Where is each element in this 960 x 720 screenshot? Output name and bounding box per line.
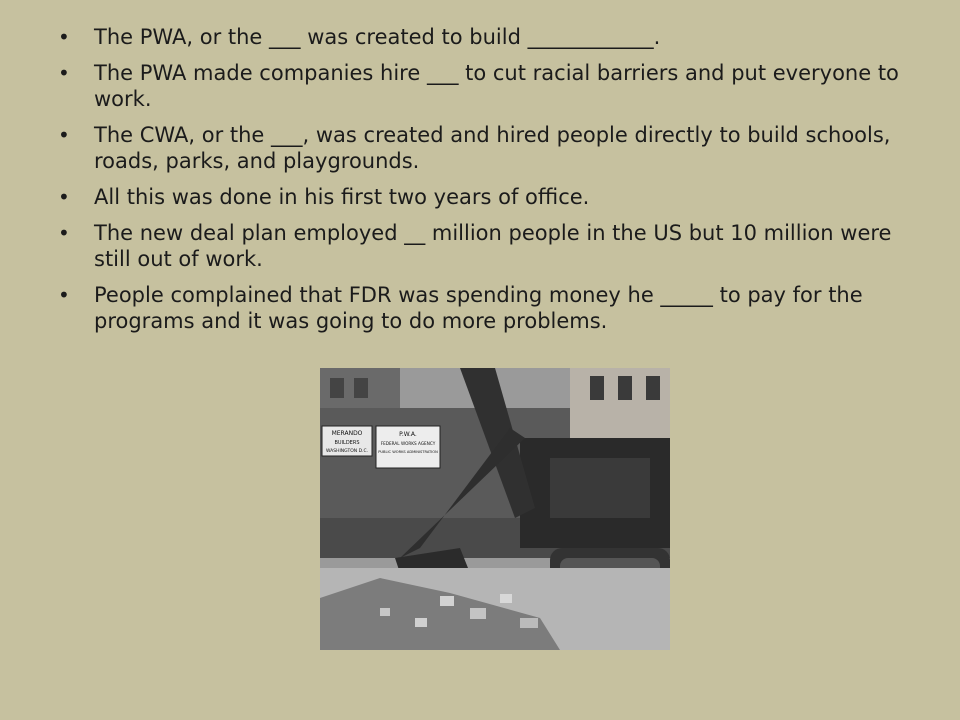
sign-left-line-1: MERANDO bbox=[331, 430, 363, 437]
bullet-text: All this was done in his first two years of office. bbox=[94, 185, 590, 209]
bullet-item bbox=[58, 60, 910, 112]
bullet-icon: • bbox=[58, 185, 70, 209]
excavator-photo bbox=[320, 368, 670, 650]
bullet-item bbox=[58, 24, 910, 50]
bullet-text: The PWA, or the ___ was created to build ____________. bbox=[94, 25, 661, 49]
photo-illustration bbox=[320, 368, 670, 650]
bullet-item bbox=[58, 220, 910, 272]
bullet-text: The PWA made companies hire ___ to cut racial barriers and put everyone to work. bbox=[94, 61, 899, 111]
bullet-text: The new deal plan employed __ million people in the US but 10 million were still out of work. bbox=[94, 221, 892, 271]
bullet-icon: • bbox=[58, 61, 70, 85]
sign-left-line-2: BUILDERS bbox=[334, 440, 360, 446]
sign-right-line-3: PUBLIC WORKS ADMINISTRATION bbox=[378, 450, 438, 454]
bullet-list bbox=[58, 24, 910, 344]
bullet-item bbox=[58, 184, 910, 210]
bullet-item bbox=[58, 122, 910, 174]
sign-right-line-1: P.W.A. bbox=[399, 431, 417, 438]
bullet-icon: • bbox=[58, 25, 70, 49]
bullet-text: People complained that FDR was spending money he _____ to pay for the programs and it was going to do more problems. bbox=[94, 283, 863, 333]
bullet-icon: • bbox=[58, 123, 70, 147]
bullet-icon: • bbox=[58, 221, 70, 245]
bullet-icon: • bbox=[58, 283, 70, 307]
sign-right-line-2: FEDERAL WORKS AGENCY bbox=[380, 441, 436, 446]
bullet-text: The CWA, or the ___, was created and hired people directly to build schools, roads, parks, and playgrounds. bbox=[94, 123, 891, 173]
bullet-item bbox=[58, 282, 910, 334]
sign-left-line-3: WASHINGTON D.C. bbox=[325, 449, 369, 454]
